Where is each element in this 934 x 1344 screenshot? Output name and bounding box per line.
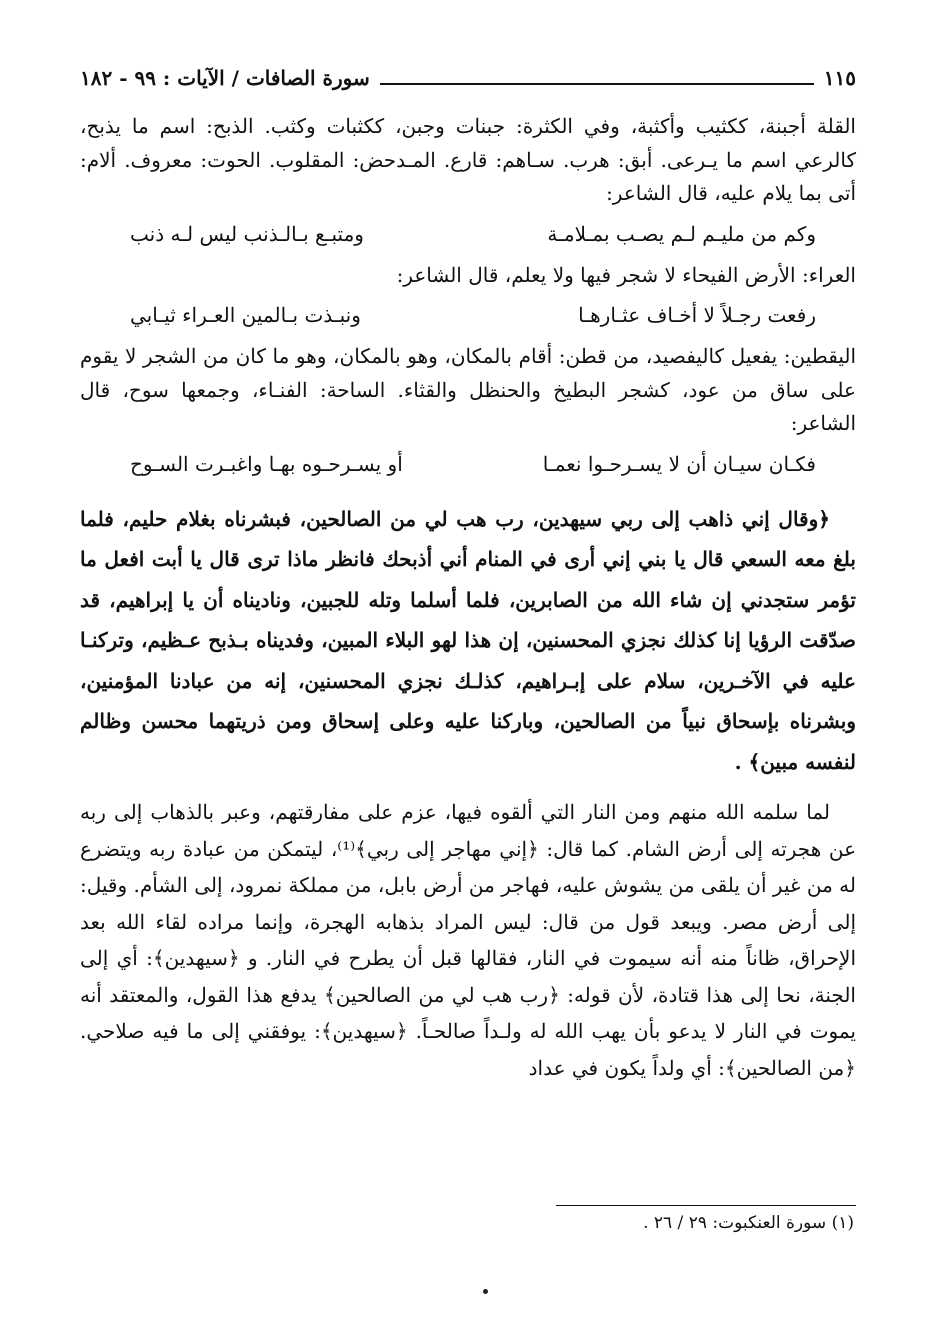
verse-3-first-hemistich: فكـان سيـان أن لا يسـرحـوا نعمـا (542, 451, 816, 476)
definitions-paragraph-3: اليقطين: يفعيل كاليفصيد، من قطن: أقام بالمكان، وهو بالمكان، وهو ما كان من الشجر لا يقوم على ساق من عود، كشجر البطيخ والحنظل والقثاء. الساحة: الفنـاء، وجمعها سوح، قال الشاعر: (80, 344, 856, 435)
verse-2-second-hemistich: ونبـذت بـالمين العـراء ثيـابي (130, 303, 361, 327)
definitions-paragraph-2: العراء: الأرض الفيحاء لا شجر فيها ولا يعلم، قال الشاعر: (396, 262, 856, 287)
verse-3-second-hemistich: أو يسـرحـوه بهـا واغبـرت السـوح (130, 451, 403, 476)
verse-1-second-hemistich: ومتبـع بـالـذنب ليس لـه ذنب (130, 221, 364, 246)
page-body (80, 110, 856, 1086)
running-title: سورة الصافات / الآيات : ٩٩ - ١٨٢ (80, 66, 370, 90)
verse-1-first-hemistich: وكم من مليـم لـم يصـب بمـلامـة (547, 221, 816, 246)
footnote-separator (556, 1205, 856, 1206)
footnote: (١) سورة العنكبوت: ٢٩ / ٢٦ . (643, 1213, 854, 1233)
quran-verses-block: ﴿وقال إني ذاهب إلى ربي سيهدين، رب هب لي من الصالحين، فبشرناه بغلام حليم، فلما بلغ معه السعي قال يا بني إني أرى في المنام أني أذبحك فانظر ماذا ترى قال يا أبت افعل ما تؤمر ستجدني إن شاء الله من الصابرين، فلما أسلما وتله للجبين، وناديناه أن يا إبراهيم، قد صدّقت الرؤيا إنا كذلك نجزي المحسنين، إن هذا لهو البلاء المبين، وفديناه بـذبح عـظيم، وتركنـا عليه في الآخـرين، سلام على إبـراهيم، كذلـك نجزي المحسنين، إنه من عبادنا المؤمنين، وبشرناه بإسحاق نبياً من الصالحين، وباركنا عليه وعلى إسحاق ومن ذريتهما محسن وظالم لنفسه مبين﴾ . (80, 506, 856, 774)
commentary-paragraph: لما سلمه الله منهم ومن النار التي ألقوه فيها، عزم على مفارقتهم، وعبر بالذهاب إلى ربه عن هجرته إلى أرض الشام. كما قال: ﴿إني مهاجر إلى ربي﴾⁽¹⁾، ليتمكن من عبادة ربه ويتضرع له من غير أن يلقى من يشوش عليه، فهاجر من أرض بابل، من مملكة نمرود، إلى الشأم. وقيل: إلى أرض مصر. ويبعد قول من قال: ليس المراد بذهابه الهجرة، وإنما مراده لقاء الله بعد الإحراق، ظاناً منه أنه سيموت في النار، فقالها قبل أن يطرح في النار. و ﴿سيهدين﴾: أي إلى الجنة، نحا إلى هذا قتادة، لأن قوله: ﴿رب هب لي من الصالحين﴾ يدفع هذا القول، والمعتقد أنه يموت في النار لا يدعو بأن يهب الله له ولـداً صالحـاً. ﴿سيهدين﴾: يوفقني إلى ما فيه صلاحي. ﴿من الصالحين﴾: أي ولداً يكون في عداد (80, 800, 857, 1080)
poetry-verse-2 (80, 298, 856, 332)
verse-2-first-hemistich: رفعت رجـلاً لا أخـاف عثـارهـا (578, 303, 816, 327)
poetry-verse-1 (80, 217, 856, 251)
header-rule (380, 83, 814, 85)
page-mark-dot (483, 1289, 488, 1294)
page-header (80, 58, 856, 98)
page-number: ١١٥ (823, 66, 856, 90)
definitions-paragraph-1: القلة أجبنة، ككثيب وأكثبة، وفي الكثرة: جبنات وجبن، ككثبات وكثب. الذبح: اسم ما يذبح، كالرعي اسم ما يـرعى. أبق: هرب. سـاهم: قارع. المـدحض: المقلوب. الحوت: معروف. ألام: أتى بما يلام عليه، قال الشاعر: (80, 114, 856, 205)
poetry-verse-3 (80, 447, 856, 481)
